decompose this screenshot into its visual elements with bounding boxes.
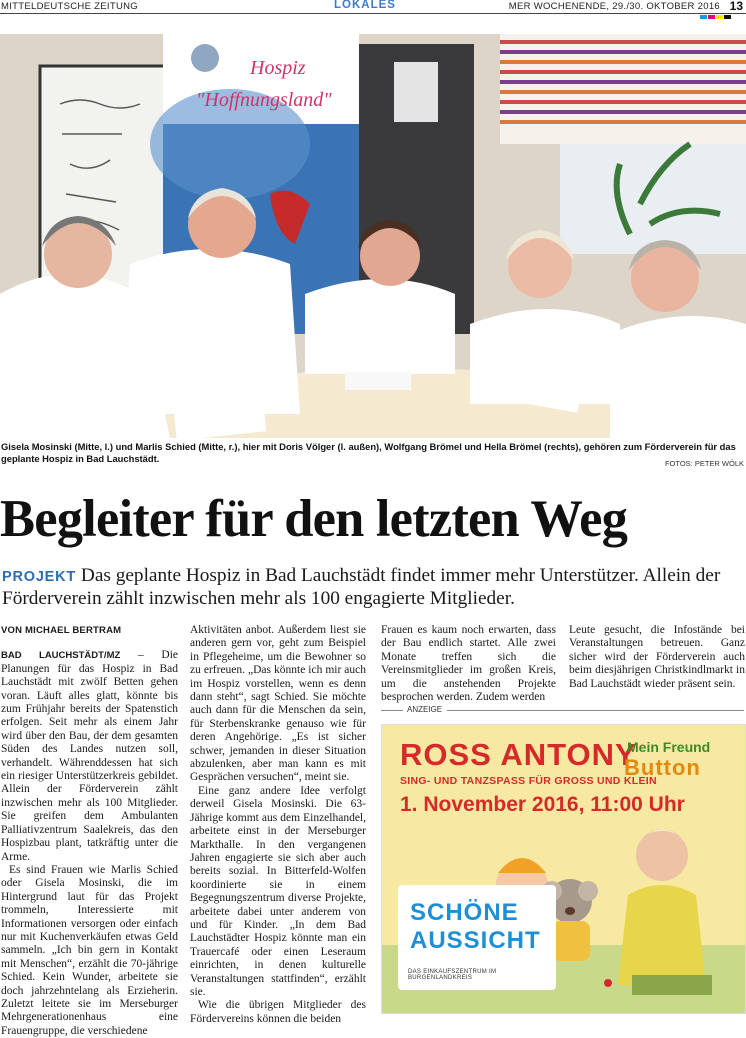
advertisement[interactable] [381, 724, 746, 1014]
ad-mall-logo [398, 885, 556, 990]
ad-rule-left [381, 710, 403, 711]
page-number: 13 [729, 0, 743, 13]
color-marker-magenta [708, 15, 715, 19]
color-marker-black [724, 15, 731, 19]
deck-text: Das geplante Hospiz in Bad Lauchstädt findet immer mehr Unterstützer. Allein der Förderverein zählt inzwischen mehr als 100 engagierte Mitglieder. [2, 565, 721, 609]
column-2-paragraph-2: Eine ganz andere Idee verfolgt derweil Gisela Mosinski. Die 63-Jährige kommt aus dem Einzelhandel, arbeitete einst in der Merseburger Markthalle. In den vergangenen Jahren engagierte sie sich aber auch bereits sozial. In Bitterfeld-Wolfen koordinierte sie in einem Begegnungszentrum diverse Projekte, arbeitete dabei unter anderem von und für Kinder. „In dem Bad Lauchstädter Hospiz könnte man ein Trauercafé oder einen Leseraum einrichten, in denen kulturelle Veranstaltungen stattfinden“, erzählt sie. [190, 784, 366, 998]
column-1-text-1: – Die Planungen für das Hospiz in Bad Lauchstädt mit zwölf Betten gehen voran. Läuft alles glatt, könnte bis zum Frühjahr bereits der Spatenstich erfolgen. Seit mehr als einem Jahr wird über den Bau, der dem gesamten Süden des Landes nutzen soll, verhandelt. Währenddessen hat sich ein riesiger Unterstützerkreis gebildet. Allein der Förderverein zählt inzwischen mehr als 100 Mitglieder. Sie greifen dem Ambulanten Palliativzentrum Saalekreis, das den Hospizbau plant, tatkräftig unter die Arme. [1, 649, 178, 863]
color-marker-cyan [700, 15, 707, 19]
column-4-paragraph-1: Leute gesucht, die Infostände bei Veranstaltungen betreuen. Ganz sicher wird der Förderverein auch beim diesjährigen Christkindlmarkt in Bad Lauchstädt wieder präsent sein. [569, 624, 745, 690]
photo-caption: Gisela Mosinski (Mitte, l.) und Marlis Schied (Mitte, r.), hier mit Doris Völger (l. außen), Wolfgang Brömel und Hella Brömel (rechts), gehören zum Förderverein für das geplante Hospiz in Bad Lauchstädt. [1, 441, 736, 464]
header-rule [0, 13, 746, 14]
edition-date: MER WOCHENENDE, 29./30. OKTOBER 2016 [508, 1, 720, 12]
article-headline: Begleiter für den letzten Weg [0, 490, 628, 548]
dateline: BAD LAUCHSTÄDT/MZ [1, 650, 121, 662]
column-1-paragraph-1 [1, 649, 178, 864]
page-header [0, 0, 746, 14]
ad-rule-right [447, 710, 744, 711]
ad-logo-tagline: DAS EINKAUFSZENTRUM IM BURGENLANDKREIS [408, 969, 497, 981]
article-deck [2, 565, 746, 610]
newspaper-name: MITTELDEUTSCHE ZEITUNG [1, 1, 138, 12]
column-1 [1, 624, 178, 1038]
column-2-paragraph-1: Aktivitäten anbot. Außerdem liest sie anderen gern vor, geht zum Beispiel in Pflegeheime, um die Bewohner so zu erfreuen. „Das könnte ich mir auch im Hospiz vorstellen, wenn es denn dann steht“, sagt Schied. Sie möchte auch dann für die Menschen da sein, für Sterbenskranke genauso wie für deren Angehörige. „Es ist sicher schwer, jemanden in dieser Situation abzulenken, aber man kann es mit Gesprächen versuchen“, meint sie. [190, 624, 366, 784]
column-4 [569, 624, 745, 691]
ad-logo-line-1: SCHÖNE [410, 899, 519, 926]
ad-subtitle: SING- UND TANZSPASS FÜR GROSS UND KLEIN [400, 775, 657, 787]
ad-logo-line-2: AUSSICHT [410, 927, 541, 954]
photo-credit: FOTOS: PETER WÖLK [664, 459, 744, 468]
article-photo [0, 34, 746, 438]
banner-title-2: "Hoffnungsland" [196, 89, 332, 111]
section-label: LOKALES [334, 0, 396, 11]
column-1-paragraph-2: Es sind Frauen wie Marlis Schied oder Gisela Mosinski, die im Hintergrund laut für das Projekt trommeln, Interessierte mit Informationen versorgen oder einfach nur mit Kuchenverkäufen etwas Geld sammeln. „Ich bin gern in Kontakt mit Menschen“, erzählt die 70-jährige Schied. Kein Wunder, arbeitete sie doch jahrzehntelang als Erzieherin. Zuletzt leitete sie im Merseburger Mehrgenerationenhaus eine Frauengruppe, die verschiedene [1, 863, 178, 1037]
ad-artist-name: ROSS ANTONY [400, 737, 637, 772]
deck-kicker: PROJEKT [2, 569, 77, 585]
column-3 [381, 624, 556, 704]
column-2 [190, 624, 366, 1026]
ad-friend-line-1: Mein Freund [627, 739, 711, 755]
banner-title-1: Hospiz [250, 57, 306, 79]
column-2-paragraph-3: Wie die übrigen Mitglieder des Fördervereins können die beiden [190, 999, 366, 1025]
byline: VON MICHAEL BERTRAM [1, 625, 122, 636]
ad-datetime: 1. November 2016, 11:00 Uhr [400, 793, 685, 816]
ad-person-photo [636, 829, 688, 881]
color-marker-yellow [716, 15, 723, 19]
ad-friend-line-2: Button [624, 755, 701, 780]
ad-label: ANZEIGE [407, 705, 443, 714]
column-3-paragraph-1: Frauen es kaum noch erwarten, dass der Bau endlich startet. Alle zwei Monate treffen sich die Vereinsmitglieder im großen Kreis, um die anstehenden Projekte besprochen werden. Zudem werden [381, 624, 556, 704]
